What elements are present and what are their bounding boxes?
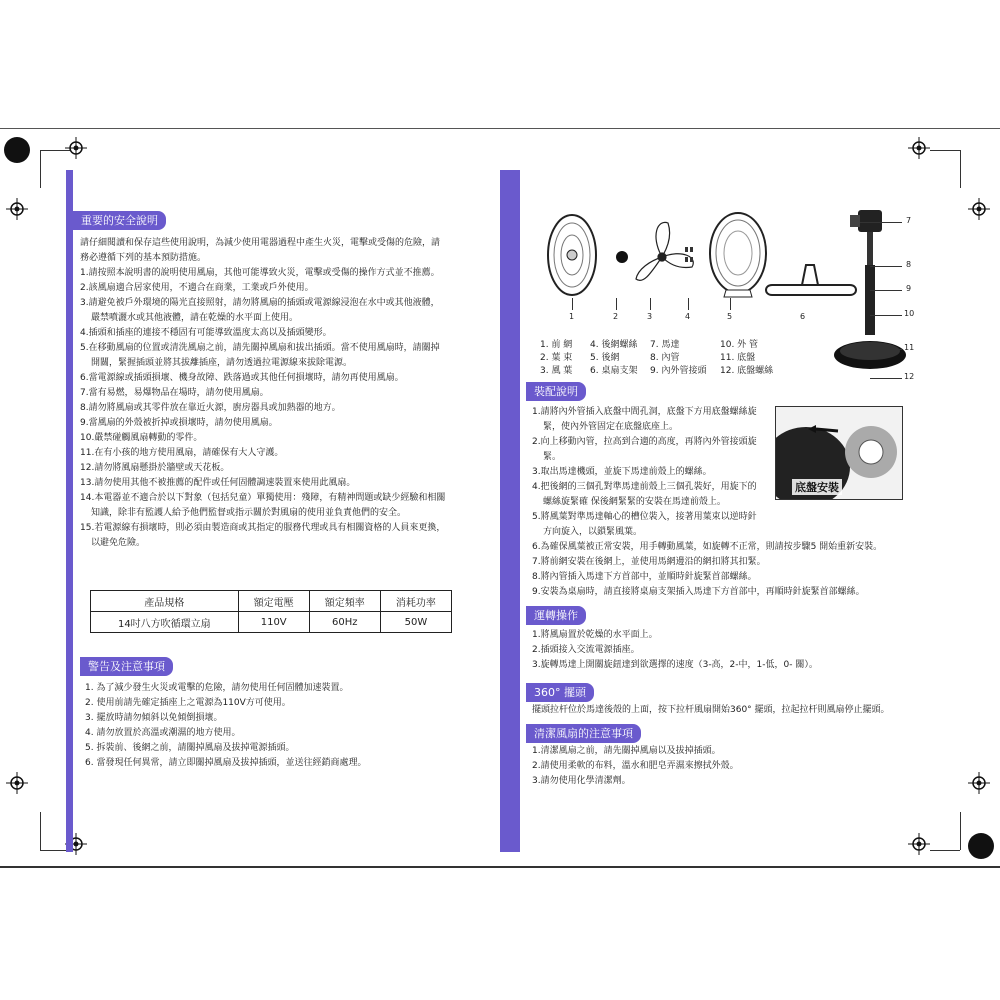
- intro-line: 務必遵循下列的基本預防措施。: [80, 253, 207, 263]
- leader-line: [730, 298, 731, 310]
- left-accent-bar: [66, 170, 73, 852]
- safety-item-cont: 嚴禁噴灑水或其他液體，請在乾燥的水平面上使用。: [91, 313, 299, 323]
- assembly-text-wrapped: [532, 405, 882, 600]
- assembly-item-cont: 螺絲旋緊確 保後網緊緊的安裝在馬達前殼上。: [543, 497, 726, 507]
- operation-item: 1.將風扇置於乾燥的水平面上。: [532, 630, 658, 640]
- spec-cell: 60Hz: [309, 612, 380, 633]
- crosshair-circle-icon: [65, 137, 87, 159]
- spec-header: 額定電壓: [238, 591, 309, 612]
- cleaning-text: [532, 744, 739, 789]
- part-number: 8: [906, 260, 912, 269]
- spec-cell: 14吋八方吹循環立扇: [91, 612, 239, 633]
- part-number: 4: [685, 312, 691, 321]
- part-number: 11: [904, 343, 915, 352]
- warning-item: 6. 當發現任何異常，請立即關掉風扇及拔掉插頭，並送往經銷商處理。: [85, 758, 367, 768]
- safety-item: 2.該風扇適合居家使用，不適合在商業，工業或戶外使用。: [80, 283, 314, 293]
- assembly-item-cont: 緊，使內外管固定在底盤底座上。: [543, 422, 679, 432]
- warning-item: 3. 擺放時請勿傾斜以免傾倒損壞。: [85, 713, 223, 723]
- center-accent-bar: [500, 170, 520, 852]
- spec-cell: 110V: [238, 612, 309, 633]
- safety-item: 4.插頭和插座的連接不穩固有可能導致溫度太高以及插頭變形。: [80, 328, 332, 338]
- black-disc-icon: [4, 137, 30, 163]
- safety-item: 1.請按照本說明書的說明使用風扇，其他可能導致火災，電擊或受傷的操作方式並不推薦。: [80, 268, 440, 278]
- leader-line: [870, 315, 902, 316]
- assembly-item: 9.安裝為桌扇時，請直接將桌扇支架插入馬達下方首部中，再順時針旋緊首部螺絲。: [532, 587, 865, 597]
- leader-line: [880, 349, 902, 350]
- leader-line: [688, 298, 689, 310]
- crosshair-circle-icon: [6, 772, 28, 794]
- spec-header: 額定頻率: [309, 591, 380, 612]
- legend-item: 1. 前 網: [540, 340, 573, 350]
- legend-item: 11. 底盤: [720, 353, 756, 363]
- leader-line: [650, 298, 651, 310]
- crosshair-circle-icon: [908, 833, 930, 855]
- crosshair-circle-icon: [968, 772, 990, 794]
- cleaning-heading: 清潔風扇的注意事項: [526, 724, 641, 743]
- part-number: 3: [647, 312, 653, 321]
- legend-item: 5. 後網: [590, 353, 620, 363]
- swing-heading: 360° 擺頭: [526, 683, 594, 702]
- assembly-item: 6.為確保風葉被正常安裝，用手轉動風葉，如旋轉不正常，則請按步驟5 開始重新安裝。: [532, 542, 883, 552]
- crop-mark: [40, 812, 41, 850]
- swing-text: 擺頭拉杆位於馬達後殼的上面，按下拉杆風扇開始360° 擺頭，拉起拉杆則風扇停止擺頭。: [532, 705, 890, 715]
- black-disc-icon: [968, 833, 994, 859]
- cleaning-item: 1.清潔風扇之前，請先關掉風扇以及拔掉插頭。: [532, 746, 721, 756]
- legend-item: 4. 後網螺絲: [590, 340, 638, 350]
- operation-text: [532, 628, 818, 673]
- bottom-trim-line: [0, 866, 1000, 868]
- leader-line: [572, 298, 573, 310]
- operation-item: 2.插頭接入交流電源插座。: [532, 645, 640, 655]
- top-trim-line: [0, 128, 1000, 129]
- spec-header: 消耗功率: [380, 591, 451, 612]
- assembly-item: 3.取出馬達機頭，並旋下馬達前殼上的螺絲。: [532, 467, 712, 477]
- crosshair-circle-icon: [968, 198, 990, 220]
- legend-item: 7. 馬達: [650, 340, 680, 350]
- assembly-item: 1.請將內外管插入底盤中間孔洞，底盤下方用底盤螺絲旋: [532, 407, 757, 417]
- part-number: 1: [569, 312, 575, 321]
- safety-item: 12.請勿將風扇懸掛於牆壁或天花板。: [80, 463, 230, 473]
- safety-item: 10.嚴禁碰觸風扇轉動的零件。: [80, 433, 203, 443]
- warning-item: 4. 請勿放置於高溫或潮濕的地方使用。: [85, 728, 241, 738]
- part-number: 7: [906, 216, 912, 225]
- rear-grille-drawing: [710, 213, 766, 297]
- warning-item: 2. 使用前請先確定插座上之電源為110V方可使用。: [85, 698, 291, 708]
- legend-item: 6. 桌扇支架: [590, 366, 638, 376]
- legend-item: 2. 葉 束: [540, 353, 573, 363]
- spinner-drawing: [616, 251, 628, 263]
- safety-item: 9.當風扇的外殼被折掉或損壞時，請勿使用風扇。: [80, 418, 278, 428]
- warnings-text: [85, 681, 366, 771]
- fan-parts-diagram: [540, 205, 870, 305]
- standing-fan-drawing: [830, 205, 910, 385]
- safety-item: 5.在移動風扇的位置或清洗風扇之前，請先關掉風扇和拔出插頭。當不使用風扇時，請關掉: [80, 343, 440, 353]
- legend-item: 3. 風 葉: [540, 366, 573, 376]
- warning-item: 1. 為了減少發生火災或電擊的危險，請勿使用任何固體加速裝置。: [85, 683, 349, 693]
- safety-item: 14.本電器並不適合於以下對象（包括兒童）單獨使用：殘障，有精神問題或缺少經驗和相關: [80, 493, 446, 503]
- assembly-item-cont: 方向旋入，以鎖緊風葉。: [543, 527, 643, 537]
- crosshair-circle-icon: [6, 198, 28, 220]
- assembly-heading: 裝配說明: [526, 382, 586, 401]
- leader-line: [860, 222, 902, 223]
- leader-line: [870, 266, 902, 267]
- assembly-item: 7.將前網安裝在後網上，並使用馬網邊沿的網扣將其扣緊。: [532, 557, 766, 567]
- safety-item: 3.請避免被戶外環境的陽光直接照射，請勿將風扇的插頭或電源線浸泡在水中或其他液體，: [80, 298, 440, 308]
- legend-item: 9. 內外管接頭: [650, 366, 707, 376]
- spec-value-row: [91, 612, 452, 633]
- intro-line: 請仔細閱讀和保存這些使用說明，為減少使用電器過程中產生火災，電擊或受傷的危險，請: [80, 238, 441, 248]
- legend-item: 12. 底盤螺絲: [720, 366, 774, 376]
- cleaning-item: 3.請勿使用化學清潔劑。: [532, 776, 631, 786]
- safety-heading: 重要的安全說明: [73, 211, 166, 230]
- safety-text: [80, 236, 445, 551]
- part-number: 12: [904, 372, 915, 381]
- crop-mark: [930, 850, 960, 851]
- part-number: 6: [800, 312, 806, 321]
- assembly-item: 4.把後網的三個孔對準馬達前殼上三個孔裝好，用旋下的: [532, 482, 757, 492]
- safety-item: 8.請勿將風扇或其零件放在靠近火源，廚房器具或加熱器的地方。: [80, 403, 341, 413]
- crop-mark: [40, 150, 41, 188]
- leader-line: [870, 378, 902, 379]
- part-number: 10: [904, 309, 915, 318]
- crop-mark: [960, 150, 961, 188]
- legend-item: 8. 內管: [650, 353, 680, 363]
- part-number: 5: [727, 312, 733, 321]
- part-number: 9: [906, 284, 912, 293]
- spec-table: [90, 590, 452, 633]
- warning-item: 5. 拆裝前、後網之前，請關掉風扇及拔掉電源插頭。: [85, 743, 295, 753]
- assembly-item: 2.向上移動內管，拉高到合適的高度，再將內外管接頭旋: [532, 437, 757, 447]
- leader-line: [616, 298, 617, 310]
- fan-blade-drawing: [636, 222, 693, 280]
- spec-header-row: [91, 591, 452, 612]
- safety-item-cont: 開關，緊握插頭並將其拔離插座，請勿透過拉電源線來拔除電源。: [91, 358, 353, 368]
- crosshair-circle-icon: [908, 137, 930, 159]
- operation-heading: 運轉操作: [526, 606, 586, 625]
- assembly-item: 8.將內管插入馬達下方首部中，並順時針旋緊首部螺絲。: [532, 572, 757, 582]
- safety-item: 6.當電源線或插頭損壞、機身故障、跌落過或其他任何損壞時，請勿再使用風扇。: [80, 373, 404, 383]
- assembly-item: 5.將風葉對準馬達軸心的槽位裝入，接著用葉束以逆時針: [532, 512, 757, 522]
- part-number: 2: [613, 312, 619, 321]
- safety-item-cont: 以避免危險。: [91, 538, 146, 548]
- front-grille-drawing: [548, 215, 596, 295]
- spec-cell: 50W: [380, 612, 451, 633]
- spec-header: 產品規格: [91, 591, 239, 612]
- warnings-heading: 警告及注意事項: [80, 657, 173, 676]
- assembly-item-cont: 緊。: [543, 452, 562, 462]
- photo-label: 底盤安裝: [792, 479, 842, 495]
- crop-mark: [960, 812, 961, 850]
- leader-line: [870, 290, 902, 291]
- safety-item: 13.請勿使用其他不被推薦的配件或任何固體調速裝置來使用此風扇。: [80, 478, 356, 488]
- safety-item: 11.在有小孩的地方使用風扇，請確保有大人守護。: [80, 448, 284, 458]
- safety-item: 15.若電源線有損壞時，則必須由製造商或其指定的服務代理或具有相關資格的人員來更換，: [80, 523, 446, 533]
- cleaning-item: 2.請使用柔軟的布料，溫水和肥皂弄濕來擦拭外殼。: [532, 761, 739, 771]
- crop-mark: [930, 150, 960, 151]
- safety-item-cont: 知識，除非有監護人給予他們監督或指示關於對風扇的使用並負責他們的安全。: [91, 508, 407, 518]
- operation-item: 3.旋轉馬達上開關旋鈕達到欲選擇的速度（3-高，2-中，1-低，0- 關）。: [532, 660, 818, 670]
- safety-item: 7.當有易燃，易爆物品在場時，請勿使用風扇。: [80, 388, 269, 398]
- legend-item: 10. 外 管: [720, 340, 759, 350]
